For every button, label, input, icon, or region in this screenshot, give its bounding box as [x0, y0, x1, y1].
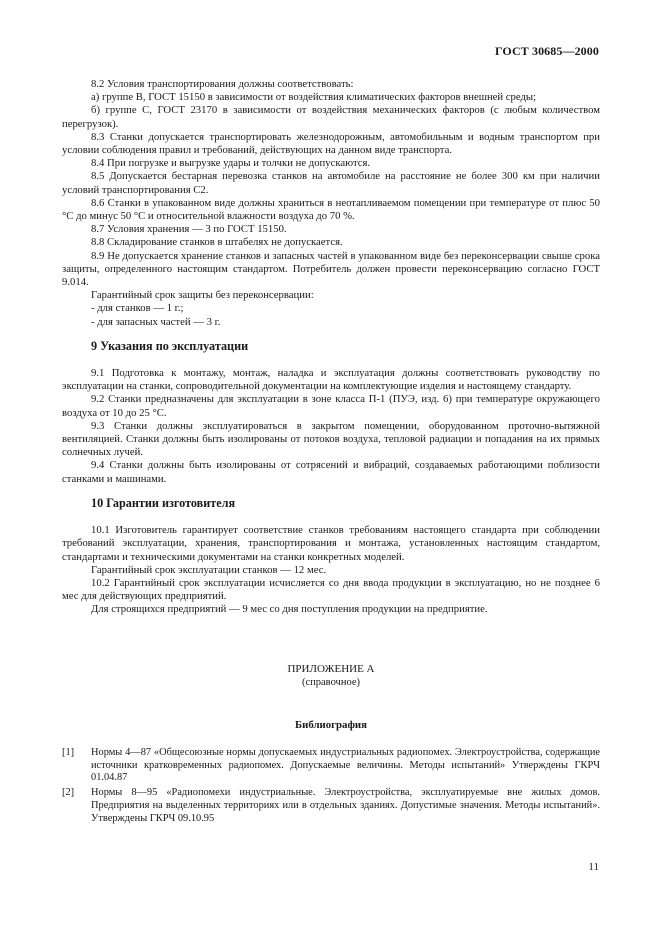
paragraph-9-1: 9.1 Подготовка к монтажу, монтаж, наладка и эксплуатация должны соответствовать руководству по эксплуатации на станки, сопроводительной документации на комплектующие изделия и настоящему стандарту.: [62, 367, 600, 393]
paragraph-8-7: 8.7 Условия хранения — 3 по ГОСТ 15150.: [91, 223, 287, 236]
paragraph-9-3: 9.3 Станки должны эксплуатироваться в закрытом помещении, оборудованном проточно-вытяжной вентиляцией. Станки должны быть изолированы от потоков воздуха, тепловой радиации и попадания на их прямых солнечных лучей.: [62, 419, 600, 459]
paragraph-10-1: 10.1 Изготовитель гарантирует соответствие станков требованиям настоящего стандарта при соблюдении требований эксплуатации, хранения, транспортирования и монтажа, установленных настоящим стандартом, стандартами и техническими документами на станки конкретных моделей.: [62, 524, 600, 563]
paragraph-8-3: 8.3 Станки допускается транспортировать железнодорожным, автомобильным и водным транспортом при условии соблюдения правил и требований, действующих на данном виде транспорта.: [62, 130, 600, 157]
section-9-heading: 9 Указания по эксплуатации: [91, 338, 249, 353]
bibliography-entry: [62, 787, 600, 825]
page-number: 11: [588, 861, 599, 873]
reference-number: [2]: [62, 787, 75, 799]
appendix-subtitle: (справочное): [302, 676, 360, 688]
warranty-intro: Гарантийный срок защиты без переконсервации:: [91, 289, 314, 302]
paragraph-8-4: 8.4 При погрузке и выгрузке удары и толчки не допускаются.: [91, 157, 371, 170]
bibliography-entry: [62, 747, 600, 785]
paragraph-8-5: 8.5 Допускается бестарная перевозка станков на автомобиле на расстояние не более 300 км при наличии условий транспортирования С2.: [62, 170, 600, 196]
bibliography-heading: Библиография: [294, 718, 367, 731]
paragraph-9-2: 9.2 Станки предназначены для эксплуатации в зоне класса П-1 (ПУЭ, изд. 6) при температуре окружающего воздуха от 10 до 25 °С.: [62, 393, 600, 419]
document-id-header: ГОСТ 30685—2000: [495, 44, 599, 58]
warranty-parts: - для запасных частей — 3 г.: [91, 315, 221, 328]
paragraph-9-4: 9.4 Станки должны быть изолированы от сотрясений и вибраций, создаваемых работающими поблизости станками и машинами.: [62, 459, 600, 485]
page-content: [62, 78, 600, 828]
paragraph-8-2-b: б) группе С, ГОСТ 23170 в зависимости от воздействия механических факторов (с любым количеством перегрузок).: [62, 104, 600, 130]
paragraph-8-8: 8.8 Складирование станков в штабелях не допускается.: [91, 236, 343, 249]
section-10-heading: 10 Гарантии изготовителя: [91, 495, 236, 510]
paragraph-10-1-warranty: Гарантийный срок эксплуатации станков — 12 мес.: [91, 563, 327, 576]
paragraph-8-6: 8.6 Станки в упакованном виде должны храниться в неотапливаемом помещении при температуре от плюс 50 °С до минус 50 °С и относительной влажности воздуха до 70 %.: [62, 196, 600, 223]
reference-number: [1]: [62, 746, 75, 758]
reference-text: Нормы 4—87 «Общесоюзные нормы допускаемых индустриальных радиопомех. Электроустройства, содержащие источники кратковременных радиопомех. Допускаемые величины. Методы испытаний» Утверждены ГКРЧ 01.04.87: [91, 746, 600, 784]
appendix-title: ПРИЛОЖЕНИЕ А: [287, 662, 375, 675]
paragraph-8-9: 8.9 Не допускается хранение станков и запасных частей в упакованном виде без переконсервации свыше срока защиты, определенного настоящим стандартом. Потребитель должен провести переконсервацию согласно ГОСТ 9.014.: [62, 249, 600, 289]
paragraph-8-2: 8.2 Условия транспортирования должны соответствовать:: [91, 78, 354, 90]
paragraph-10-2-new-enterprises: Для строящихся предприятий — 9 мес со дня поступления продукции на предприятие.: [91, 603, 488, 616]
reference-text: Нормы 8—95 «Радиопомехи индустриальные. Электроустройства, эксплуатируемые вне жилых домов. Предприятия на выделенных территориях или в отдельных зданиях. Допустимые значения. Методы испытаний». Утверждены ГКРЧ 09.10.95: [91, 787, 600, 824]
warranty-machines: - для станков — 1 г.;: [91, 302, 184, 315]
paragraph-10-2: 10.2 Гарантийный срок эксплуатации исчисляется со дня ввода продукции в эксплуатацию, но не позднее 6 мес для действующих предприятий.: [62, 576, 600, 603]
paragraph-8-2-a: а) группе В, ГОСТ 15150 в зависимости от воздействия климатических факторов внешней среды;: [91, 91, 537, 104]
